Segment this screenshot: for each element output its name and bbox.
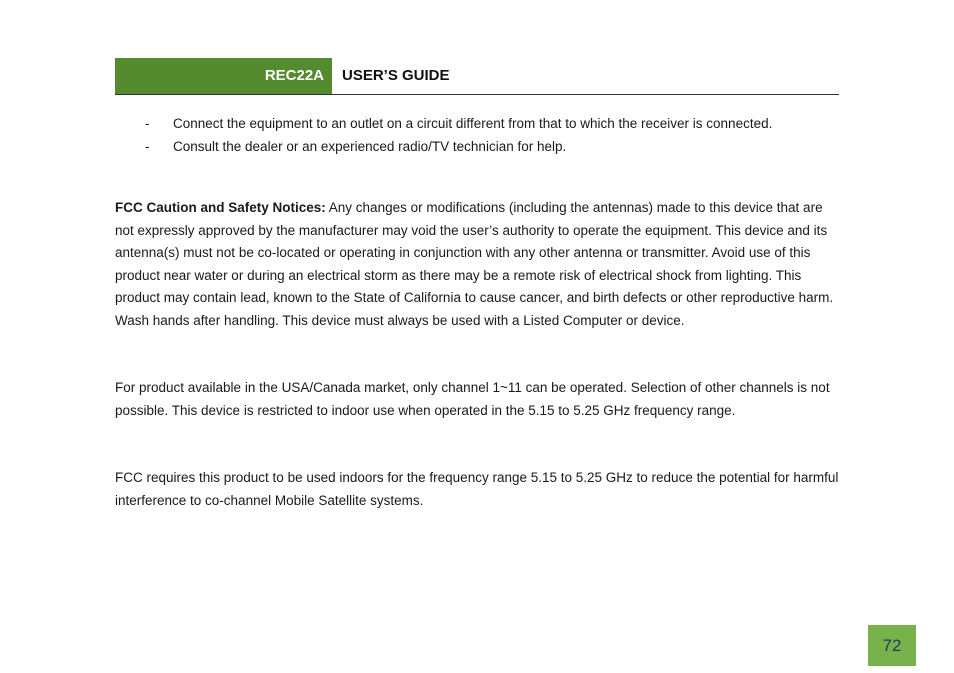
fcc-caution-paragraph	[115, 197, 839, 332]
page-number-badge: 72	[868, 625, 916, 666]
list-item	[115, 113, 839, 136]
list-item-text: Connect the equipment to an outlet on a circuit different from that to which the receiver is connected.	[173, 116, 773, 131]
list-item-text: Consult the dealer or an experienced radio/TV technician for help.	[173, 138, 567, 154]
page-header	[115, 58, 839, 95]
list-item	[115, 136, 839, 159]
usa-canada-paragraph: For product available in the USA/Canada market, only channel 1~11 can be operated. Selection of other channels is not possible. This device is restricted to indoor use when operated in the 5.15 to 5.25 GHz frequency range.	[115, 380, 830, 418]
indoor-use-paragraph: FCC requires this product to be used indoors for the frequency range 5.15 to 5.25 GHz to reduce the potential for harmful interference to co-channel Mobile Satellite systems.	[115, 470, 839, 508]
list-dash: -	[145, 116, 150, 131]
fcc-caution-body: Any changes or modifications (including the antennas) made to this device that are not expressly approved by the manufacturer may void the user’s authority to operate the equipment. This device and its antenna(s) must not be co-located or operating in conjunction with any other antenna or transmitter. Avoid use of this product near water or during an electrical storm as there may be a remote risk of electrical shock from lighting. This product may contain lead, known to the State of California to cause cancer, and birth defects or other reproductive harm. Wash hands after handling. This device must always be used with a Listed Computer or device.	[115, 200, 834, 328]
instruction-list	[115, 113, 839, 158]
model-label: REC22A	[115, 58, 332, 94]
guide-title: USER’S GUIDE	[342, 67, 450, 84]
list-dash: -	[145, 138, 150, 154]
fcc-caution-heading: FCC Caution and Safety Notices:	[115, 200, 326, 215]
